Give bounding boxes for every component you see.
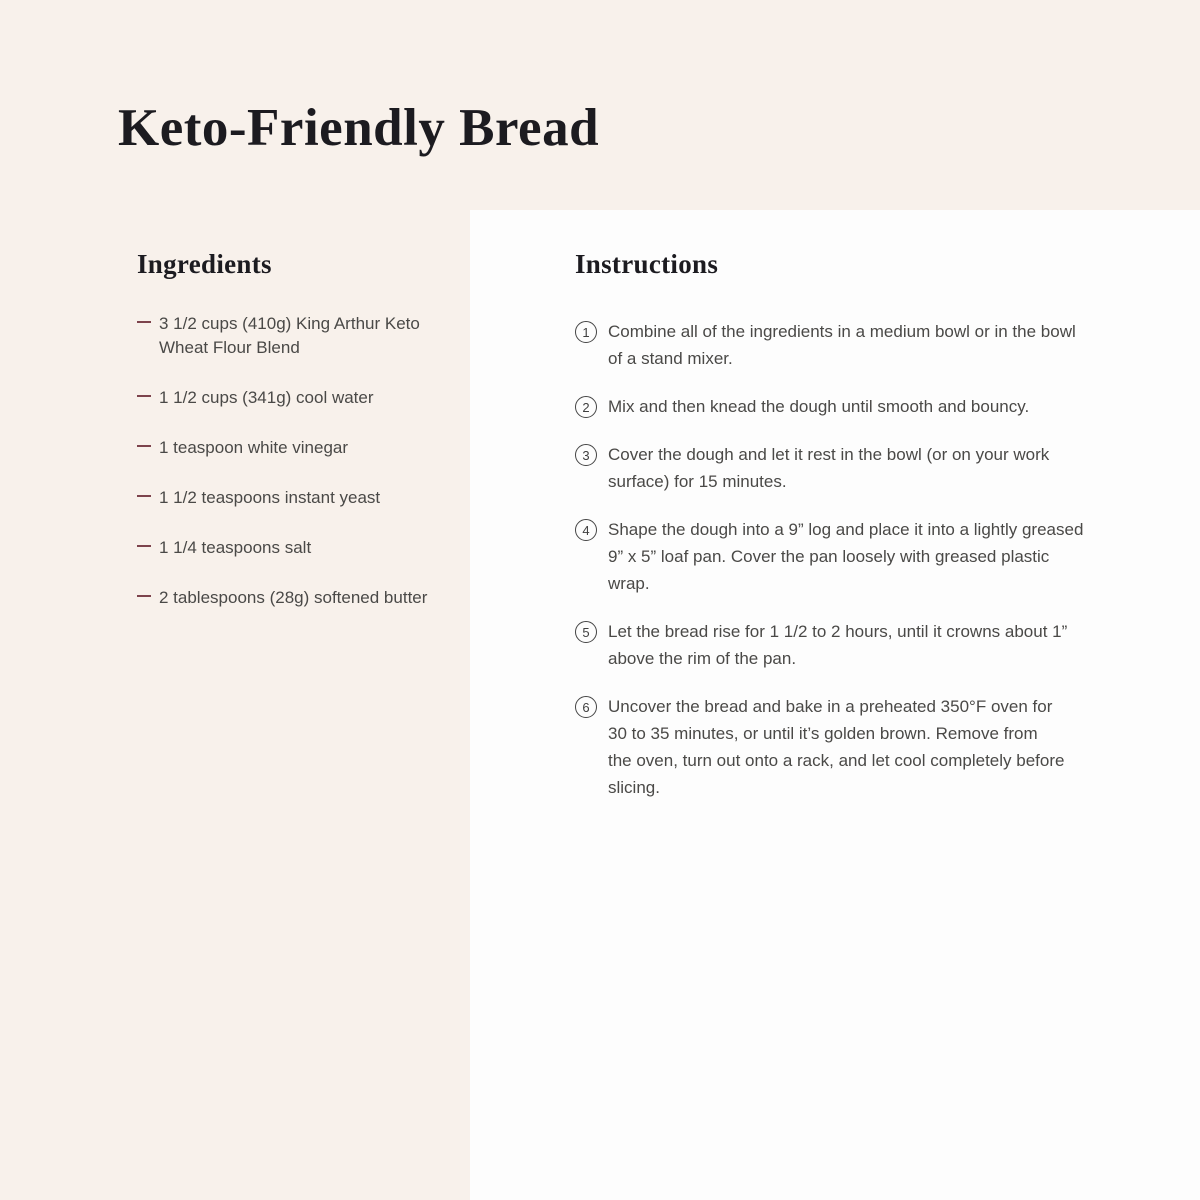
- ingredient-item: [137, 386, 457, 410]
- ingredient-item: [137, 436, 457, 460]
- step-number-badge: 3: [575, 444, 597, 466]
- instruction-step: [575, 693, 1135, 801]
- ingredient-line: 2 tablespoons (28g) softened butter: [159, 588, 428, 607]
- instruction-line: Uncover the bread and bake in a preheated 350°F oven for: [608, 697, 1053, 716]
- ingredient-text: [159, 386, 374, 410]
- instruction-line: slicing.: [608, 778, 660, 797]
- instruction-step: [575, 393, 1135, 420]
- instruction-line: surface) for 15 minutes.: [608, 472, 787, 491]
- ingredient-text: [159, 486, 380, 510]
- ingredient-item: [137, 586, 457, 610]
- instruction-line: of a stand mixer.: [608, 349, 733, 368]
- instruction-line: Let the bread rise for 1 1/2 to 2 hours, until it crowns about 1”: [608, 622, 1068, 641]
- instruction-line: 9” x 5” loaf pan. Cover the pan loosely with greased plastic: [608, 547, 1050, 566]
- ingredient-line: 1 1/2 teaspoons instant yeast: [159, 488, 381, 507]
- instruction-line: wrap.: [608, 574, 650, 593]
- dash-bullet-icon: [137, 495, 151, 497]
- dash-bullet-icon: [137, 395, 151, 397]
- dash-bullet-icon: [137, 321, 151, 323]
- dash-bullet-icon: [137, 545, 151, 547]
- instructions-heading: Instructions: [575, 249, 719, 279]
- instructions-section: [575, 248, 1135, 822]
- page-title: Keto-Friendly Bread: [118, 99, 600, 157]
- instruction-text: [608, 693, 1064, 801]
- instruction-text: [608, 393, 1029, 420]
- ingredient-line: 1 1/4 teaspoons salt: [159, 538, 312, 557]
- step-number-badge: 2: [575, 396, 597, 418]
- step-number-badge: 4: [575, 519, 597, 541]
- ingredient-item: [137, 312, 457, 360]
- instruction-line: Mix and then knead the dough until smooth and bouncy.: [608, 397, 1030, 416]
- step-number-badge: 5: [575, 621, 597, 643]
- instruction-line: Cover the dough and let it rest in the bowl (or on your work: [608, 445, 1050, 464]
- instruction-line: above the rim of the pan.: [608, 649, 797, 668]
- instructions-list: [575, 318, 1135, 801]
- ingredient-line: Wheat Flour Blend: [159, 338, 300, 357]
- instruction-text: [608, 516, 1083, 597]
- instruction-step: [575, 618, 1135, 672]
- instruction-line: the oven, turn out onto a rack, and let cool completely before: [608, 751, 1065, 770]
- dash-bullet-icon: [137, 445, 151, 447]
- ingredients-heading: Ingredients: [137, 249, 272, 279]
- ingredients-list: [137, 312, 457, 610]
- step-number-badge: 6: [575, 696, 597, 718]
- instruction-text: [608, 441, 1049, 495]
- ingredient-line: 1 teaspoon white vinegar: [159, 438, 349, 457]
- ingredient-item: [137, 486, 457, 510]
- ingredient-text: [159, 312, 420, 360]
- dash-bullet-icon: [137, 595, 151, 597]
- instruction-step: [575, 441, 1135, 495]
- ingredient-line: 1 1/2 cups (341g) cool water: [159, 388, 374, 407]
- instruction-text: [608, 618, 1067, 672]
- ingredient-line: 3 1/2 cups (410g) King Arthur Keto: [159, 314, 420, 333]
- step-number-badge: 1: [575, 321, 597, 343]
- instruction-line: Shape the dough into a 9” log and place it into a lightly greased: [608, 520, 1084, 539]
- instruction-step: [575, 516, 1135, 597]
- instruction-line: 30 to 35 minutes, or until it’s golden brown. Remove from: [608, 724, 1038, 743]
- ingredient-text: [159, 536, 311, 560]
- instruction-text: [608, 318, 1076, 372]
- ingredient-item: [137, 536, 457, 560]
- instruction-line: Combine all of the ingredients in a medium bowl or in the bowl: [608, 322, 1076, 341]
- instruction-step: [575, 318, 1135, 372]
- ingredients-section: [137, 248, 457, 636]
- ingredient-text: [159, 436, 348, 460]
- ingredient-text: [159, 586, 427, 610]
